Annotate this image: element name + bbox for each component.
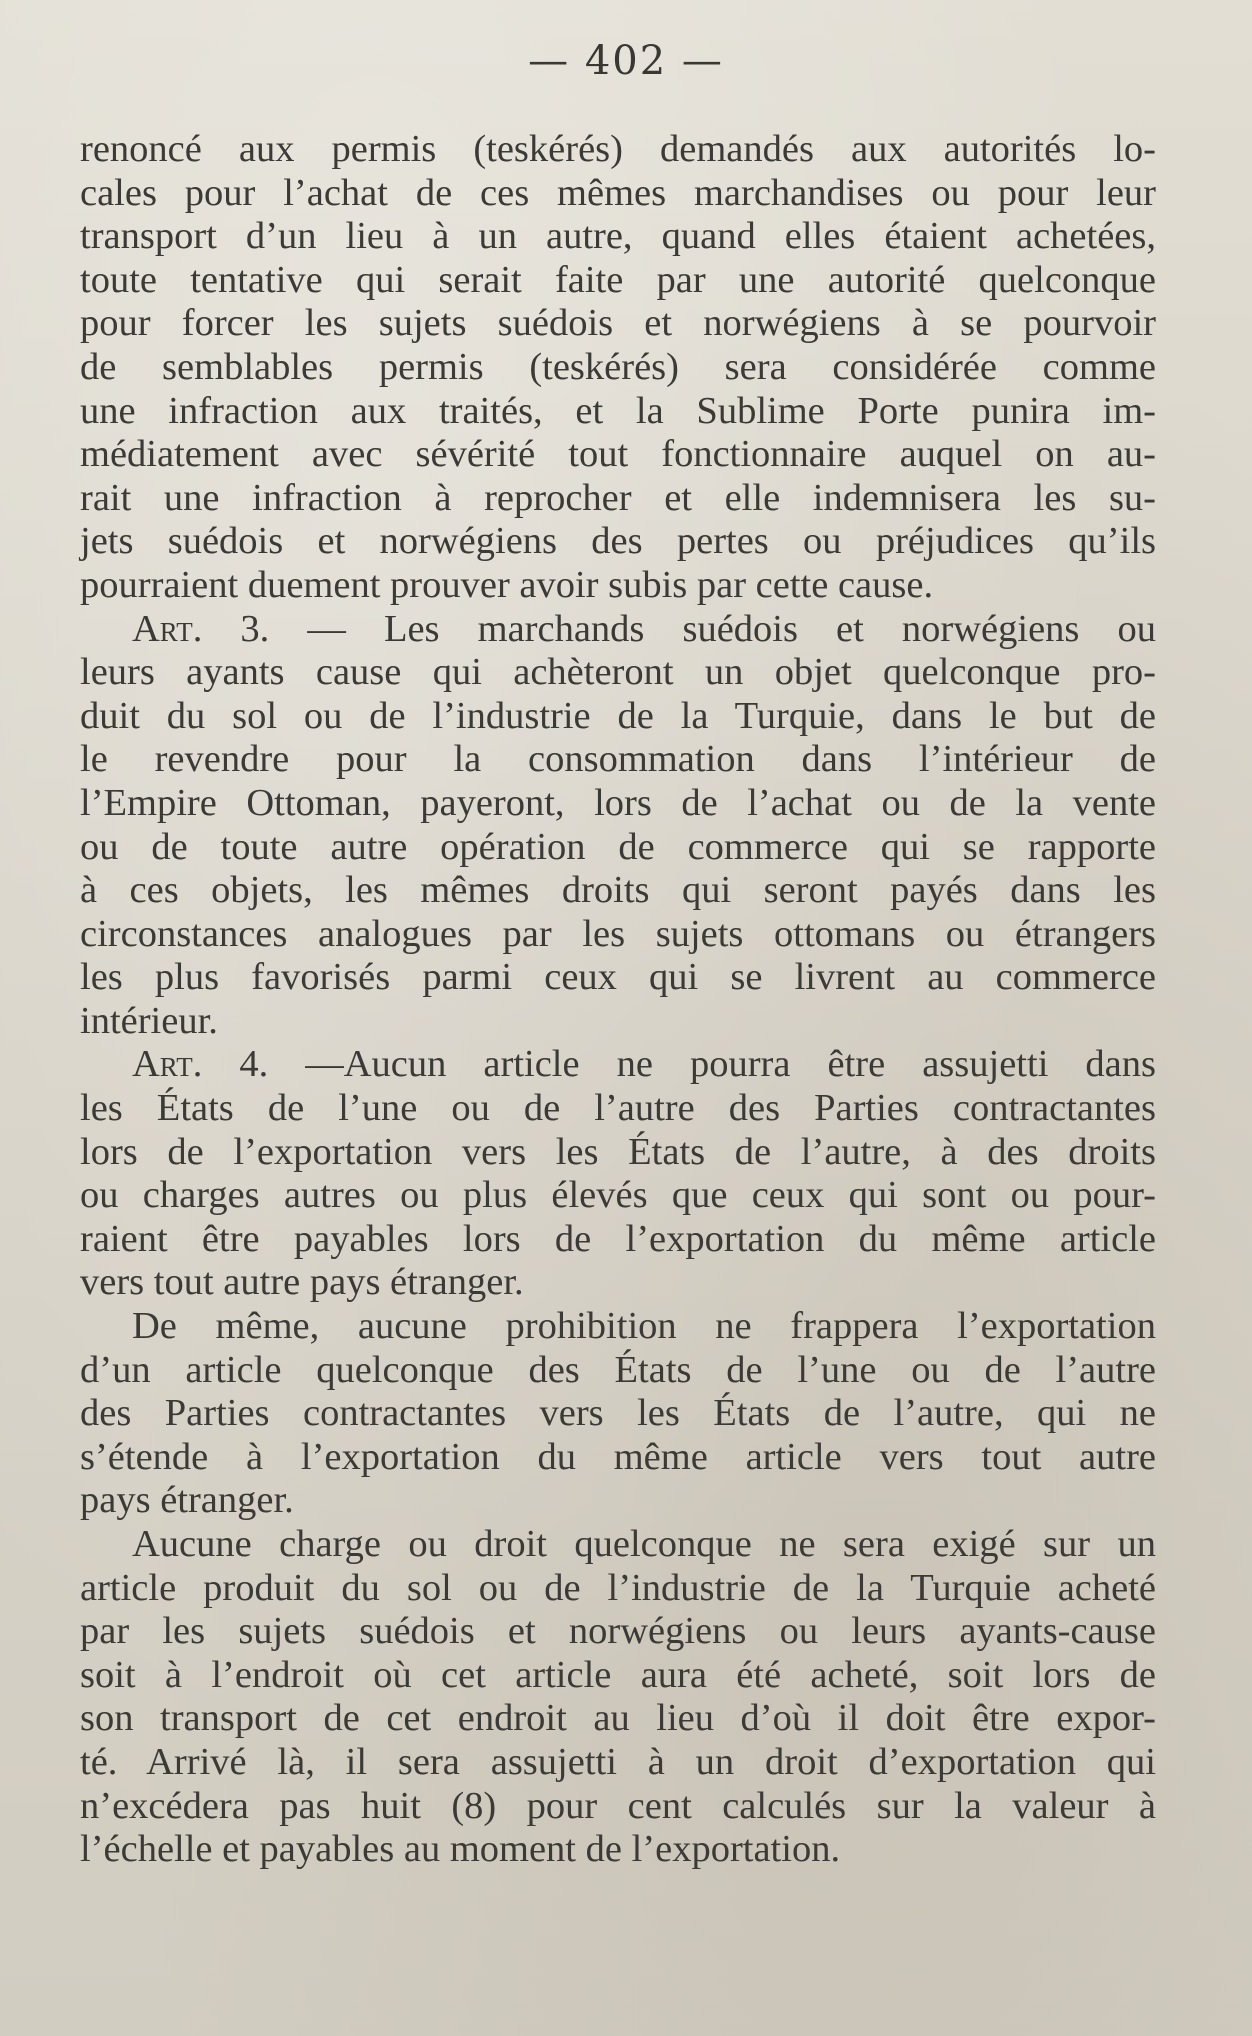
- text-line: [80, 1043, 1156, 1087]
- text-line: [80, 1567, 1156, 1611]
- line-text: ou de toute autre opération de commerce qui se rapporte: [80, 825, 1156, 868]
- text-line: [80, 826, 1156, 870]
- text-line: [80, 1174, 1156, 1218]
- text-line: [80, 302, 1156, 346]
- page-number: — 402 —: [528, 38, 724, 84]
- line-text: soit à l’endroit où cet article aura été acheté, soit lors de: [80, 1653, 1156, 1696]
- text-line: [80, 520, 1156, 564]
- text-line: [80, 1349, 1156, 1393]
- line-text: n’excédera pas huit (8) pour cent calculés sur la valeur à: [80, 1784, 1156, 1827]
- line-text: transport d’un lieu à un autre, quand elles étaient achetées,: [80, 215, 1156, 258]
- text-line: [80, 1261, 1156, 1305]
- text-line: [80, 1610, 1156, 1654]
- line-text: renoncé aux permis (teskérés) demandés aux autorités lo-: [80, 128, 1156, 170]
- text-line: [80, 215, 1156, 259]
- line-text: l’échelle et payables au moment de l’exportation.: [80, 1828, 841, 1871]
- text-line: [80, 956, 1156, 1000]
- line-text: de semblables permis (teskérés) sera considérée comme: [80, 345, 1156, 388]
- line-text: . 4. —Aucun article ne pourra être assujetti dans: [192, 1043, 1156, 1086]
- text-line: [80, 1218, 1156, 1262]
- line-text: pourraient duement prouver avoir subis par cette cause.: [80, 563, 934, 606]
- text-line: [80, 477, 1156, 521]
- text-line: [80, 1305, 1156, 1349]
- text-line: [80, 1654, 1156, 1698]
- line-text: les plus favorisés parmi ceux qui se livrent au commerce: [80, 956, 1156, 999]
- text-line: [80, 913, 1156, 957]
- body-text: [80, 128, 1156, 1872]
- text-line: [80, 390, 1156, 434]
- text-line: [80, 1741, 1156, 1785]
- line-text: duit du sol ou de l’industrie de la Turquie, dans le but de: [80, 694, 1156, 737]
- text-line: [80, 564, 1156, 608]
- text-line: [80, 259, 1156, 303]
- line-text: article produit du sol ou de l’industrie de la Turquie acheté: [80, 1566, 1156, 1609]
- line-text: circonstances analogues par les sujets ottomans ou étrangers: [80, 912, 1156, 955]
- text-line: [80, 1436, 1156, 1480]
- line-text: par les sujets suédois et norwégiens ou leurs ayants-cause: [80, 1610, 1156, 1653]
- text-line: [80, 433, 1156, 477]
- text-line: [80, 1087, 1156, 1131]
- line-text: . 3. — Les marchands suédois et norwégiens ou: [192, 607, 1156, 650]
- text-line: [80, 346, 1156, 390]
- line-text: vers tout autre pays étranger.: [80, 1261, 524, 1304]
- line-text: d’un article quelconque des États de l’une ou de l’autre: [80, 1348, 1156, 1391]
- line-text: les États de l’une ou de l’autre des Parties contractantes: [80, 1087, 1156, 1130]
- text-line: [80, 1392, 1156, 1436]
- line-text: lors de l’exportation vers les États de l’autre, à des droits: [80, 1130, 1156, 1173]
- line-text: toute tentative qui serait faite par une autorité quelconque: [80, 258, 1156, 301]
- text-line: [80, 128, 1156, 172]
- text-line: [80, 1523, 1156, 1567]
- text-line: [80, 869, 1156, 913]
- text-line: [80, 738, 1156, 782]
- line-text: De même, aucune prohibition ne frappera l’exportation: [132, 1305, 1156, 1348]
- text-line: [80, 695, 1156, 739]
- text-line: [80, 172, 1156, 216]
- text-line: [80, 1000, 1156, 1044]
- text-line: [80, 1697, 1156, 1741]
- line-text: pays étranger.: [80, 1479, 294, 1522]
- article-label: Art: [132, 1043, 193, 1086]
- line-text: à ces objets, les mêmes droits qui seront payés dans les: [80, 869, 1156, 912]
- text-line: [80, 782, 1156, 826]
- line-text: pour forcer les sujets suédois et norwégiens à se pourvoir: [80, 302, 1156, 345]
- line-text: ou charges autres ou plus élevés que ceux qui sont ou pour-: [80, 1174, 1156, 1217]
- line-text: Aucune charge ou droit quelconque ne sera exigé sur un: [132, 1523, 1156, 1565]
- line-text: raient être payables lors de l’exportation du même article: [80, 1217, 1156, 1260]
- text-line: [80, 1131, 1156, 1175]
- line-text: des Parties contractantes vers les États de l’autre, qui ne: [80, 1392, 1156, 1435]
- text-line: [80, 1479, 1156, 1523]
- line-text: cales pour l’achat de ces mêmes marchandises ou pour leur: [80, 171, 1156, 214]
- text-line: [80, 608, 1156, 652]
- line-text: l’Empire Ottoman, payeront, lors de l’achat ou de la vente: [80, 781, 1156, 824]
- line-text: le revendre pour la consommation dans l’intérieur de: [80, 738, 1156, 781]
- line-text: rait une infraction à reprocher et elle indemnisera les su-: [80, 476, 1156, 519]
- line-text: intérieur.: [80, 999, 218, 1042]
- text-line: [80, 1785, 1156, 1829]
- line-text: jets suédois et norwégiens des pertes ou préjudices qu’ils: [80, 520, 1156, 563]
- text-line: [80, 1828, 1156, 1872]
- line-text: son transport de cet endroit au lieu d’où il doit être expor-: [80, 1697, 1156, 1740]
- line-text: une infraction aux traités, et la Sublime Porte punira im-: [80, 389, 1156, 432]
- line-text: té. Arrivé là, il sera assujetti à un droit d’exportation qui: [80, 1740, 1156, 1783]
- text-line: [80, 651, 1156, 695]
- line-text: leurs ayants cause qui achèteront un objet quelconque pro-: [80, 651, 1156, 694]
- line-text: médiatement avec sévérité tout fonctionnaire auquel on au-: [80, 433, 1156, 476]
- article-label: Art: [132, 607, 193, 650]
- line-text: s’étende à l’exportation du même article vers tout autre: [80, 1435, 1156, 1478]
